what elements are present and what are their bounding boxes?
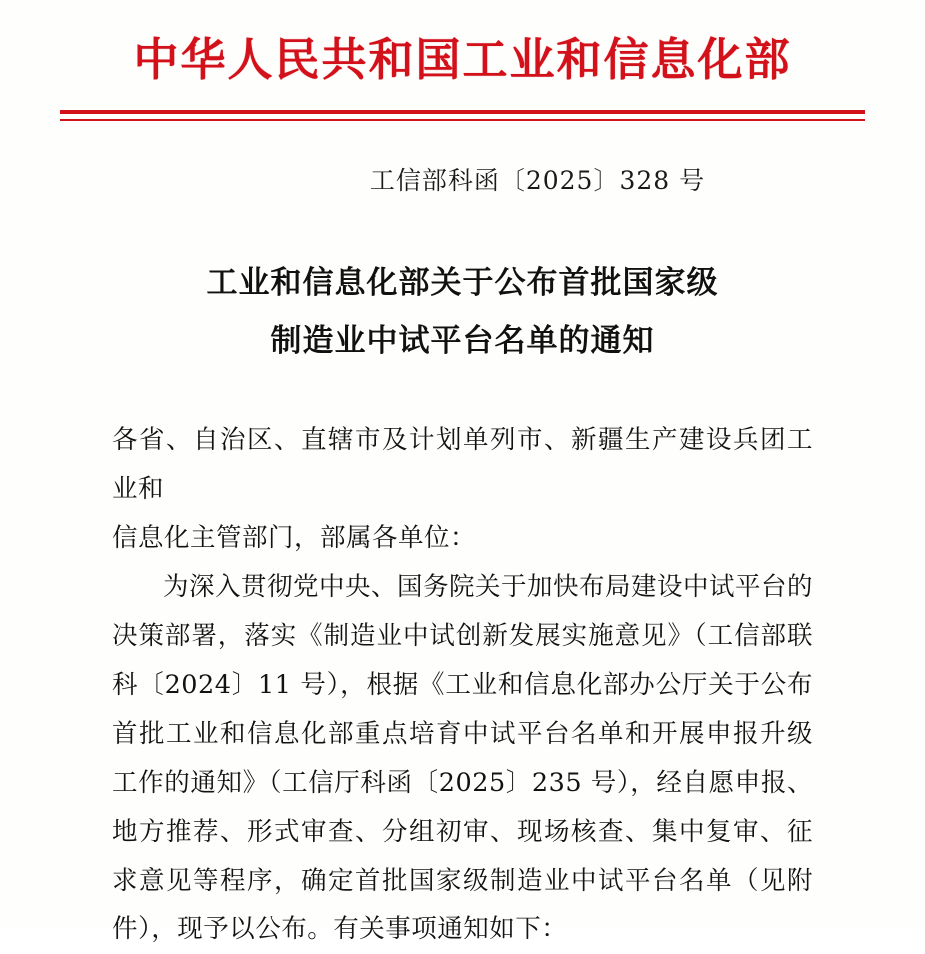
document-body <box>0 416 925 954</box>
body-paragraph-1: 为深入贯彻党中央、国务院关于加快布局建设中试平台的决策部署，落实《制造业中试创新发展实施意见》（工信部联科〔2024〕11 号），根据《工业和信息化部办公厅关于公布首批工业和信息化部重点培育中试平台名单和开展申报升级工作的通知》（工信厅科函〔2025〕235 号），经自愿申报、地方推荐、形式审查、分组初审、现场核查、集中复审、征求意见等程序，确定首批国家级制造业中试平台名单（见附件），现予以公布。有关事项通知如下： <box>112 571 814 945</box>
document-title-line-2: 制造业中试平台名单的通知 <box>270 322 655 359</box>
issuing-authority-title: 中华人民共和国工业和信息化部 <box>133 33 792 86</box>
letterhead <box>0 0 925 121</box>
document-title-line-1: 工业和信息化部关于公布首批国家级 <box>206 265 719 302</box>
salutation-line-2: 信息化主管部门，部属各单位： <box>112 522 477 553</box>
letterhead-rules <box>0 110 925 121</box>
document-title <box>0 255 925 370</box>
letterhead-rule-thin <box>60 119 865 121</box>
salutation-line-1: 各省、自治区、直辖市及计划单列市、新疆生产建设兵团工业和 <box>112 424 813 504</box>
document-number: 工信部科函〔2025〕328 号 <box>369 166 706 196</box>
